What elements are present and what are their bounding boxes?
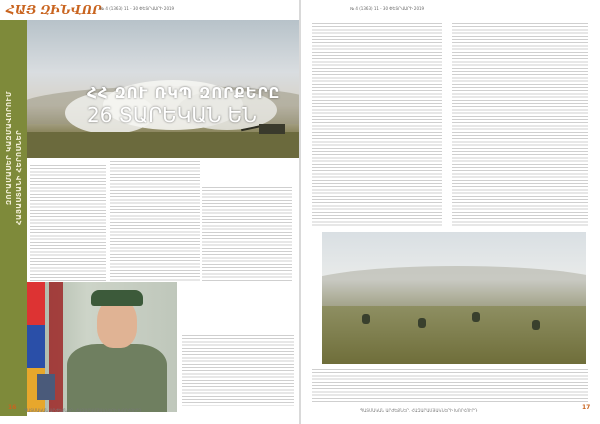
body-text-column-3 [182, 334, 294, 406]
magazine-brand: ՀԱՅ ԶԻՆՎՈՐ [6, 3, 102, 17]
sidebar-title-2: ՀԱՅԱՍՏԱՆԻ ՀԵՐՈՍՆԵՐ [15, 129, 23, 225]
footer-text-right: ՊԱՏՄԱԿԱՆ ԱՐԺԵՔՆԵՐ. ՀԱԶԱՐԱՄՅԱԿՆԵՐԻ ԽՈՐՀՈՒՐԴ [360, 408, 478, 413]
officer-portrait [27, 282, 177, 412]
portrait-uniform [67, 344, 167, 412]
section-sidebar [0, 20, 27, 416]
portrait-cap [91, 290, 143, 306]
footer-text-left: ՊԱՏՄԱԿԱՆ ԱՐԺԵՔՆԵՐ. ՀԱԶԱՐԱՄՅԱԿՆԵՐԻ ԽՈՐՀՈՒՐԴ [24, 408, 142, 413]
right-text-column-2 [452, 22, 588, 228]
soldier-figure [472, 312, 480, 322]
right-text-bottom [312, 368, 588, 404]
field-mountain [322, 266, 586, 306]
body-text-column-1 [110, 160, 200, 282]
hero-photo [27, 20, 299, 158]
headline-line-1: ՀՀ ԶՈՒ ՌԿՊ ԶՈՐՔԵՐԸ [87, 84, 281, 102]
soldier-figure [362, 314, 370, 324]
soldier-figure [418, 318, 426, 328]
headline-line-2: 26 ՏԱՐԵԿԱՆ ԵՆ [87, 103, 257, 127]
field-photo [322, 232, 586, 364]
portrait-emblem [37, 374, 55, 400]
soldier-figure [532, 320, 540, 330]
hero-ground [27, 132, 299, 158]
article-headline [87, 84, 299, 127]
body-text-column-2 [202, 186, 292, 282]
right-text-column-1 [312, 22, 442, 228]
body-text-column-0 [30, 164, 106, 282]
page-gutter [299, 0, 301, 424]
sidebar-title-1: ԶՈՐԱՄԱՍԵՐ ԿԱԶՄԱՎՈՐՈՒՄ [5, 91, 13, 205]
issue-line-right: № 4 (1363) 11 - 30 ՓԵՏՐՎԱՐԻ 2019 [350, 6, 425, 11]
issue-line-left: № 4 (1363) 11 - 30 ՓԵՏՐՎԱՐԻ 2019 [100, 6, 175, 11]
page-number-left: 16 [8, 404, 17, 411]
page-number-right: 17 [582, 404, 591, 411]
